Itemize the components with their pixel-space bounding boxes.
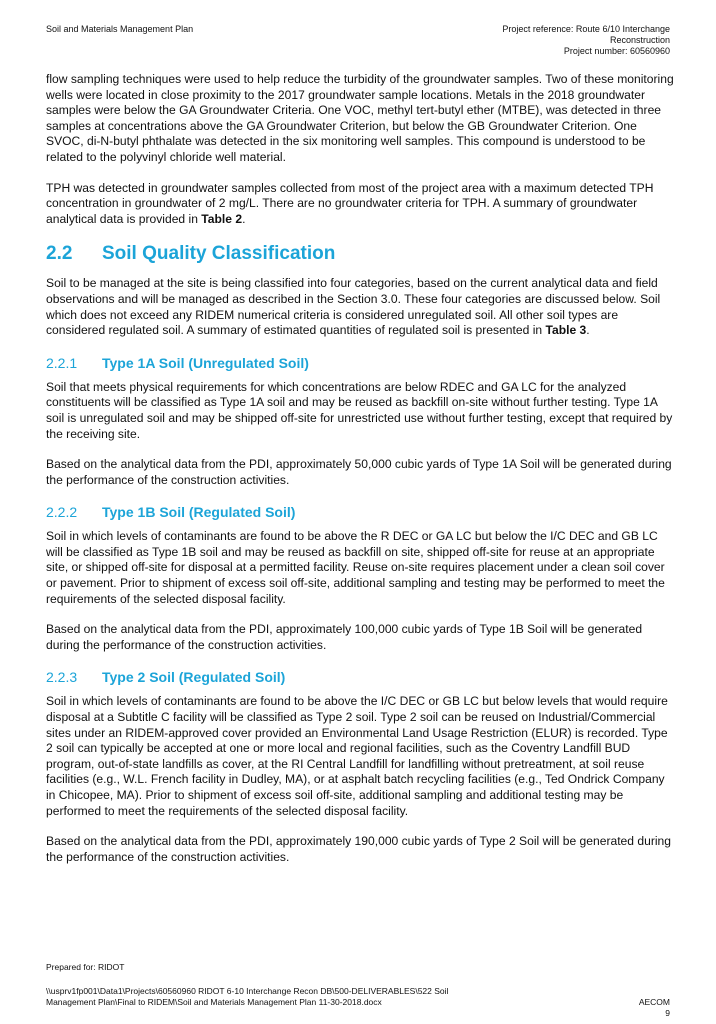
footer-company: AECOM	[638, 997, 670, 1007]
header-project-number: Project number: 60560960	[563, 46, 670, 56]
subsection-title: Type 1A Soil (Unregulated Soil)	[102, 354, 309, 371]
footer-prepared-for: Prepared for: RIDOT	[46, 962, 125, 972]
page-number: 9	[665, 1007, 670, 1018]
paragraph-type-1b-quantity: Based on the analytical data from the PDI, approximately 100,000 cubic yards of Type 1B Soil will be generated during the performance of the construction activities.	[46, 622, 643, 652]
subsection-number: 2.2.3	[46, 669, 78, 686]
subsection-title: Type 1B Soil (Regulated Soil)	[102, 504, 296, 521]
section-title: Soil Quality Classification	[102, 243, 336, 265]
section-heading-2-2-1	[46, 354, 676, 372]
header-project-line-1: Project reference: Route 6/10 Interchange	[502, 24, 670, 34]
document-body	[46, 72, 676, 880]
paragraph-type-1a-definition: Soil that meets physical requirements for which concentrations are below RDEC and GA LC for the analyzed constituents will be classified as Type 1A soil and may be reused as backfill on-site without further testing. Type 1A soil is unregulated soil and may be shipped off-site for unrestricted use without further testing, except that required by the receiving site.	[46, 379, 673, 441]
paragraph-soil-classification-end: .	[586, 323, 590, 338]
header-document-title: Soil and Materials Management Plan	[46, 24, 194, 34]
table-2-reference: Table 2	[201, 211, 243, 226]
paragraph-tph	[46, 181, 676, 228]
section-heading-2-2-2	[46, 503, 676, 521]
table-3-reference: Table 3	[545, 323, 587, 338]
section-heading-2-2	[46, 242, 676, 266]
paragraph-soil-classification-text: Soil to be managed at the site is being classified into four categories, based on the current analytical data and field observations and will be managed as described in the Section 3.0. These four categories are discussed below. Soil which does not exceed any RIDEM numerical criteria is considered unregulated soil. All other soil types are considered regulated soil. A summary of estimated quantities of regulated soil is presented in	[46, 276, 661, 338]
section-heading-2-2-3	[46, 668, 676, 686]
paragraph-soil-classification	[46, 276, 676, 338]
header-project-line-2: Reconstruction	[609, 35, 670, 45]
subsection-title: Type 2 Soil (Regulated Soil)	[102, 669, 286, 686]
paragraph-groundwater-sampling: flow sampling techniques were used to help reduce the turbidity of the groundwater samples. Two of these monitoring wells were located in close proximity to the 2017 groundwater sample locations. Metals in the 2018 groundwater samples were below the GA Groundwater Criteria. One VOC, methyl tert-butyl ether (MTBE), was detected in three samples at concentrations above the GA Groundwater Criterion, but below the GB Groundwater Criterion. One SVOC, di-N-butyl phthalate was detected in the six monitoring well samples. This compound is understood to be related to the polyvinyl chloride well material.	[46, 72, 674, 164]
paragraph-tph-end: .	[242, 211, 246, 226]
section-number: 2.2	[46, 243, 73, 265]
paragraph-type-2-definition: Soil in which levels of contaminants are found to be above the I/C DEC or GB LC but below levels that would require disposal at a Subtitle C facility will be classified as Type 2 soil. Type 2 soil can be reused on Industrial/Commercial sites under an RIDEM-approved cover provided an Environmental Land Usage Restriction (ELUR) is recorded. Type 2 soil can typically be accepted at one or more local and regional facilities, such as the Coventry Landfill BUD program, out-of-state landfills as cover, at the RI Central Landfill for landfilling without pretreatment, at soil reuse facilities (e.g., W.L. French facility in Dudley, MA), or at asphalt batch recycling facilities (e.g., Ted Ondrick Company in Chicopee, MA). Prior to shipment of excess soil off-site, additional sampling and additional testing may be performed to meet the requirements of the selected disposal facility.	[46, 694, 668, 818]
subsection-number: 2.2.1	[46, 354, 78, 371]
footer-file-path: \\usprv1fp001\Data1\Projects\60560960 RIDOT 6-10 Interchange Recon DB\500-DELIVERABLES\522 Soil Management Plan\Final to RIDEM\Soil and Materials Management Plan 11-30-2018.docx	[46, 986, 449, 1007]
paragraph-type-1a-quantity: Based on the analytical data from the PDI, approximately 50,000 cubic yards of Type 1A Soil will be generated during the performance of the construction activities.	[46, 457, 672, 487]
paragraph-type-2-quantity: Based on the analytical data from the PDI, approximately 190,000 cubic yards of Type 2 Soil will be generated during the performance of the construction activities.	[46, 834, 671, 864]
paragraph-tph-text: TPH was detected in groundwater samples collected from most of the project area with a maximum detected TPH concentration in groundwater of 2 mg/L. There are no groundwater criteria for TPH. A summary of groundwater analytical data is provided in	[46, 180, 654, 226]
subsection-number: 2.2.2	[46, 504, 78, 521]
paragraph-type-1b-definition: Soil in which levels of contaminants are found to be above the R DEC or GA LC but below the I/C DEC and GB LC will be classified as Type 1B soil and may be reused as backfill on site, shipped off-site for reuse at an appropriate site, or shipped off-site for disposal at a permitted facility. Reuse on-site requires placement under a clean soil cover or pavement. Prior to shipment of excess soil off-site, additional sampling and testing may be performed to meet the requirements of the selected disposal facility.	[46, 529, 665, 606]
footer-company-page	[639, 997, 670, 1018]
header-project-reference	[502, 24, 670, 57]
